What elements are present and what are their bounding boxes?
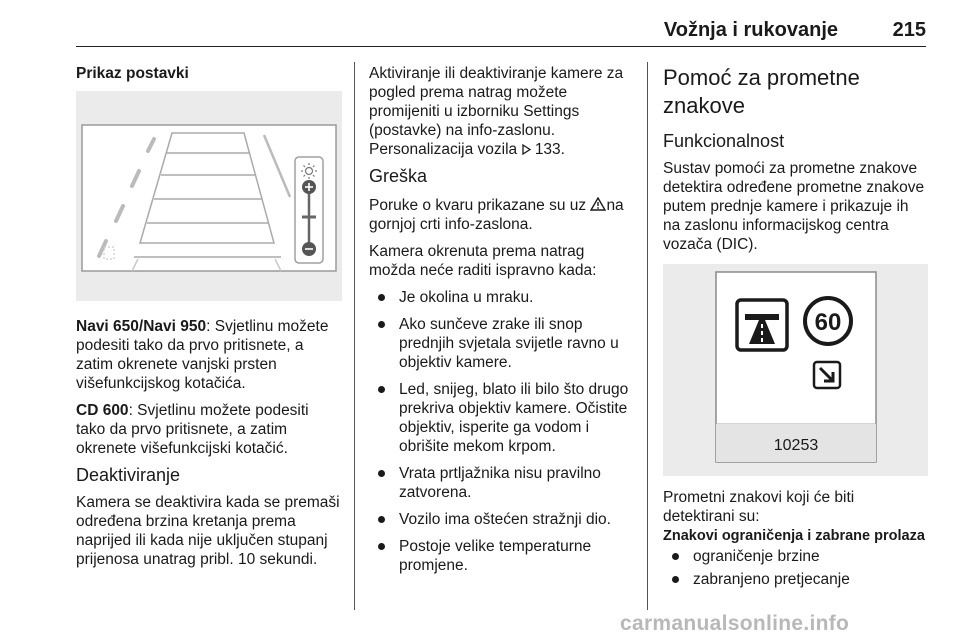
watermark: carmanualsonline.info — [620, 612, 850, 635]
camera-display-figure — [76, 91, 342, 301]
camera-text: Kamera okrenuta prema natrag možda neće raditi ispravno kada: — [369, 243, 597, 279]
camera-issue-list — [369, 288, 635, 575]
personalization-text: Personalizacija vozila — [369, 141, 518, 158]
speed-limit-value: 60 — [814, 309, 842, 336]
error-text-after: na gornjoj crti info-zaslona. — [369, 197, 624, 233]
list-item: Vozilo ima oštećen stražnji dio. — [369, 510, 635, 529]
navi-paragraph — [76, 317, 342, 393]
column-divider — [354, 62, 355, 610]
detected-text: Prometni znakovi koji će biti detektirani su: — [663, 489, 855, 525]
page-ref-arrow-icon — [522, 144, 531, 155]
list-item: Vrata prtljažnika nisu pravilno zatvorena. — [369, 464, 635, 502]
column-2 — [369, 64, 635, 583]
deactivate-heading: Deaktiviranje — [76, 465, 181, 485]
cd-paragraph — [76, 401, 342, 458]
function-heading: Funkcionalnost — [663, 131, 785, 151]
error-paragraph — [369, 196, 635, 234]
list-item: Postoje velike temperaturne promjene. — [369, 537, 635, 575]
column-divider — [647, 62, 648, 610]
function-text: Sustav pomoći za prometne znakove detektira određene prometne znakove putem prednje kamere i prikazuje ih na zaslonu informacijskog centra vozača (DIC). — [663, 160, 925, 253]
list-item: Ako sunčeve zrake ili snop prednjih svjetala svijetle ravno u objektiv kamere. — [369, 315, 635, 372]
section-heading: Pomoć za prometne znakove — [663, 65, 860, 118]
page-number: 215 — [892, 19, 926, 41]
navi-text: : Svjetlinu možete podesiti tako da prvo pritisnete, a zatim okrenete vanjski prsten višefunkcijskog kotačića. — [76, 318, 329, 392]
limits-label: Znakovi ograničenja i zabrane prolaza — [663, 528, 925, 544]
cd-text: : Svjetlinu možete podesiti tako da prvo pritisnete, a zatim okrenete višefunkcijski kotačić. — [76, 402, 309, 457]
deactivate-text: Kamera se deaktivira kada se premaši određena brzina kretanja prema naprijed ili kada nije uključen stupanj prijenosa unatrag pribl. 10 sekundi. — [76, 494, 340, 568]
section-label: Prikaz postavki — [76, 65, 189, 82]
page-header — [76, 0, 926, 47]
list-item: zabranjeno pretjecanje — [663, 570, 928, 589]
navi-label: Navi 650/Navi 950 — [76, 318, 207, 335]
column-1 — [76, 64, 342, 577]
activate-text: Aktiviranje ili deaktiviranje kamere za pogled prema natrag možete promijeniti u izborniku Settings (postavke) na info-zaslonu. — [369, 65, 624, 139]
chapter-title: Vožnja i rukovanje — [663, 19, 838, 41]
column-3 — [663, 64, 928, 597]
limit-list — [663, 547, 928, 589]
error-text-before: Poruke o kvaru prikazane su uz — [369, 197, 587, 214]
list-item: ograničenje brzine — [663, 547, 928, 566]
personalization-ref — [369, 140, 635, 159]
figure-number: 10253 — [773, 437, 819, 454]
warning-triangle-icon — [590, 197, 606, 211]
list-item: Je okolina u mraku. — [369, 288, 635, 307]
error-heading: Greška — [369, 166, 428, 186]
traffic-sign-figure — [663, 264, 928, 476]
list-item: Led, snijeg, blato ili bilo što drugo prekriva objektiv kamere. Očistite objektiv, isperite ga vodom i obrišite mekom krpom. — [369, 380, 635, 456]
cd-label: CD 600 — [76, 402, 129, 419]
personalization-page: 133. — [534, 141, 565, 158]
